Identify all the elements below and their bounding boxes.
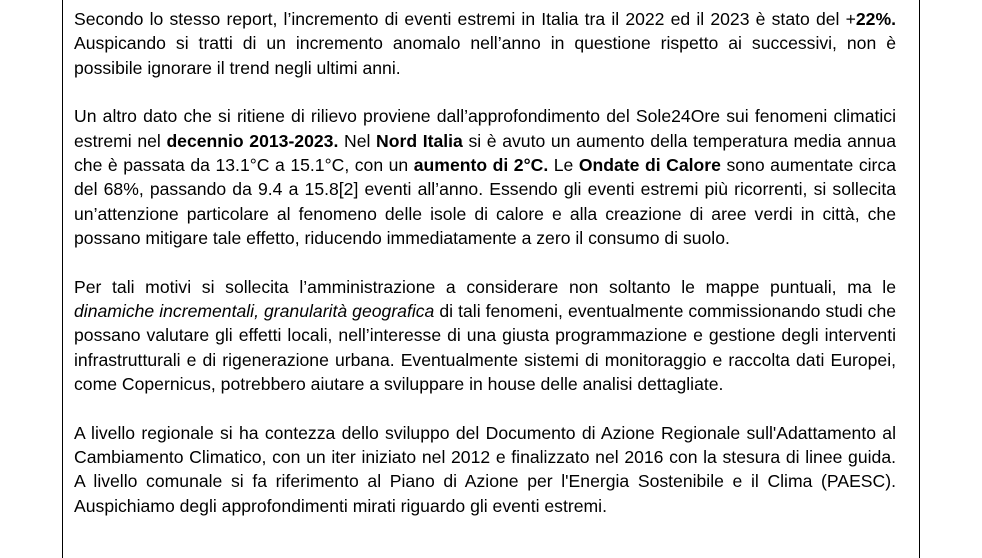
heat-waves: Ondate di Calore: [578, 154, 721, 175]
temperature-increase: aumento di 2°C.: [413, 154, 549, 175]
paragraph-amministrazione: Per tali motivi si sollecita l’amministrazione a considerare non soltanto le mappe puntuali, ma le dinamiche incrementali, granularità geografica di tali fenomeni, eventualmente commissionando studi che possano valutare gli effetti locali, nell’interesse di una giusta programmazione e gestione degli interventi infrastrutturali e di rigenerazione urbana. Eventualmente sistemi di monitoraggio e raccolta dati Europei, come Copernicus, potrebbero aiutare a sviluppare in house delle analisi dettagliate.: [74, 276, 897, 394]
paragraph-sole24ore: Un altro dato che si ritiene di rilievo proviene dall’approfondimento del Sole24Ore sui fenomeni climatici estremi nel decennio 2013-2023. Nel Nord Italia si è avuto un aumento della temperatura media annua che è passata da 13.1°C a 15.1°C, con un aumento di 2°C. Le Ondate di Calore sono aumentate circa del 68%, passando da 9.4 a 15.8[2] eventi all’anno. Essendo gli eventi estremi più ricorrenti, si sollecita un’attenzione particolare al fenomeno delle isole di calore e alla creazione di aree verdi in città, che possano mitigare tale effetto, riducendo immediatamente a zero il consumo di suolo.: [74, 106, 896, 248]
dinamiche-emphasis: dinamiche incrementali, granularità geografica: [74, 300, 435, 321]
region-nord-italia: Nord Italia: [376, 130, 463, 151]
paragraph-incremento-eventi: Secondo lo stesso report, l’incremento di eventi estremi in Italia tra il 2022 ed il 2023 è stato del +22%. Auspicando si tratti di un incremento anomalo nell’anno in questione rispetto ai successivi, non è possibile ignorare il trend negli ultimi anni.: [74, 9, 896, 78]
percent-increase: 22%.: [855, 9, 896, 29]
paragraph-livello-regionale: A livello regionale si ha contezza dello sviluppo del Documento di Azione Regionale sull'Adattamento al Cambiamento Climatico, con un iter iniziato nel 2012 e finalizzato nel 2016 con la stesura di linee guida. A livello comunale si fa riferimento al Piano di Azione per l'Energia Sostenibile e il Clima (PAESC). Auspichiamo degli approfondimenti mirati riguardo gli eventi estremi.: [74, 422, 896, 516]
document-body: [74, 7, 896, 518]
decade-range: decennio 2013-2023.: [166, 130, 339, 151]
